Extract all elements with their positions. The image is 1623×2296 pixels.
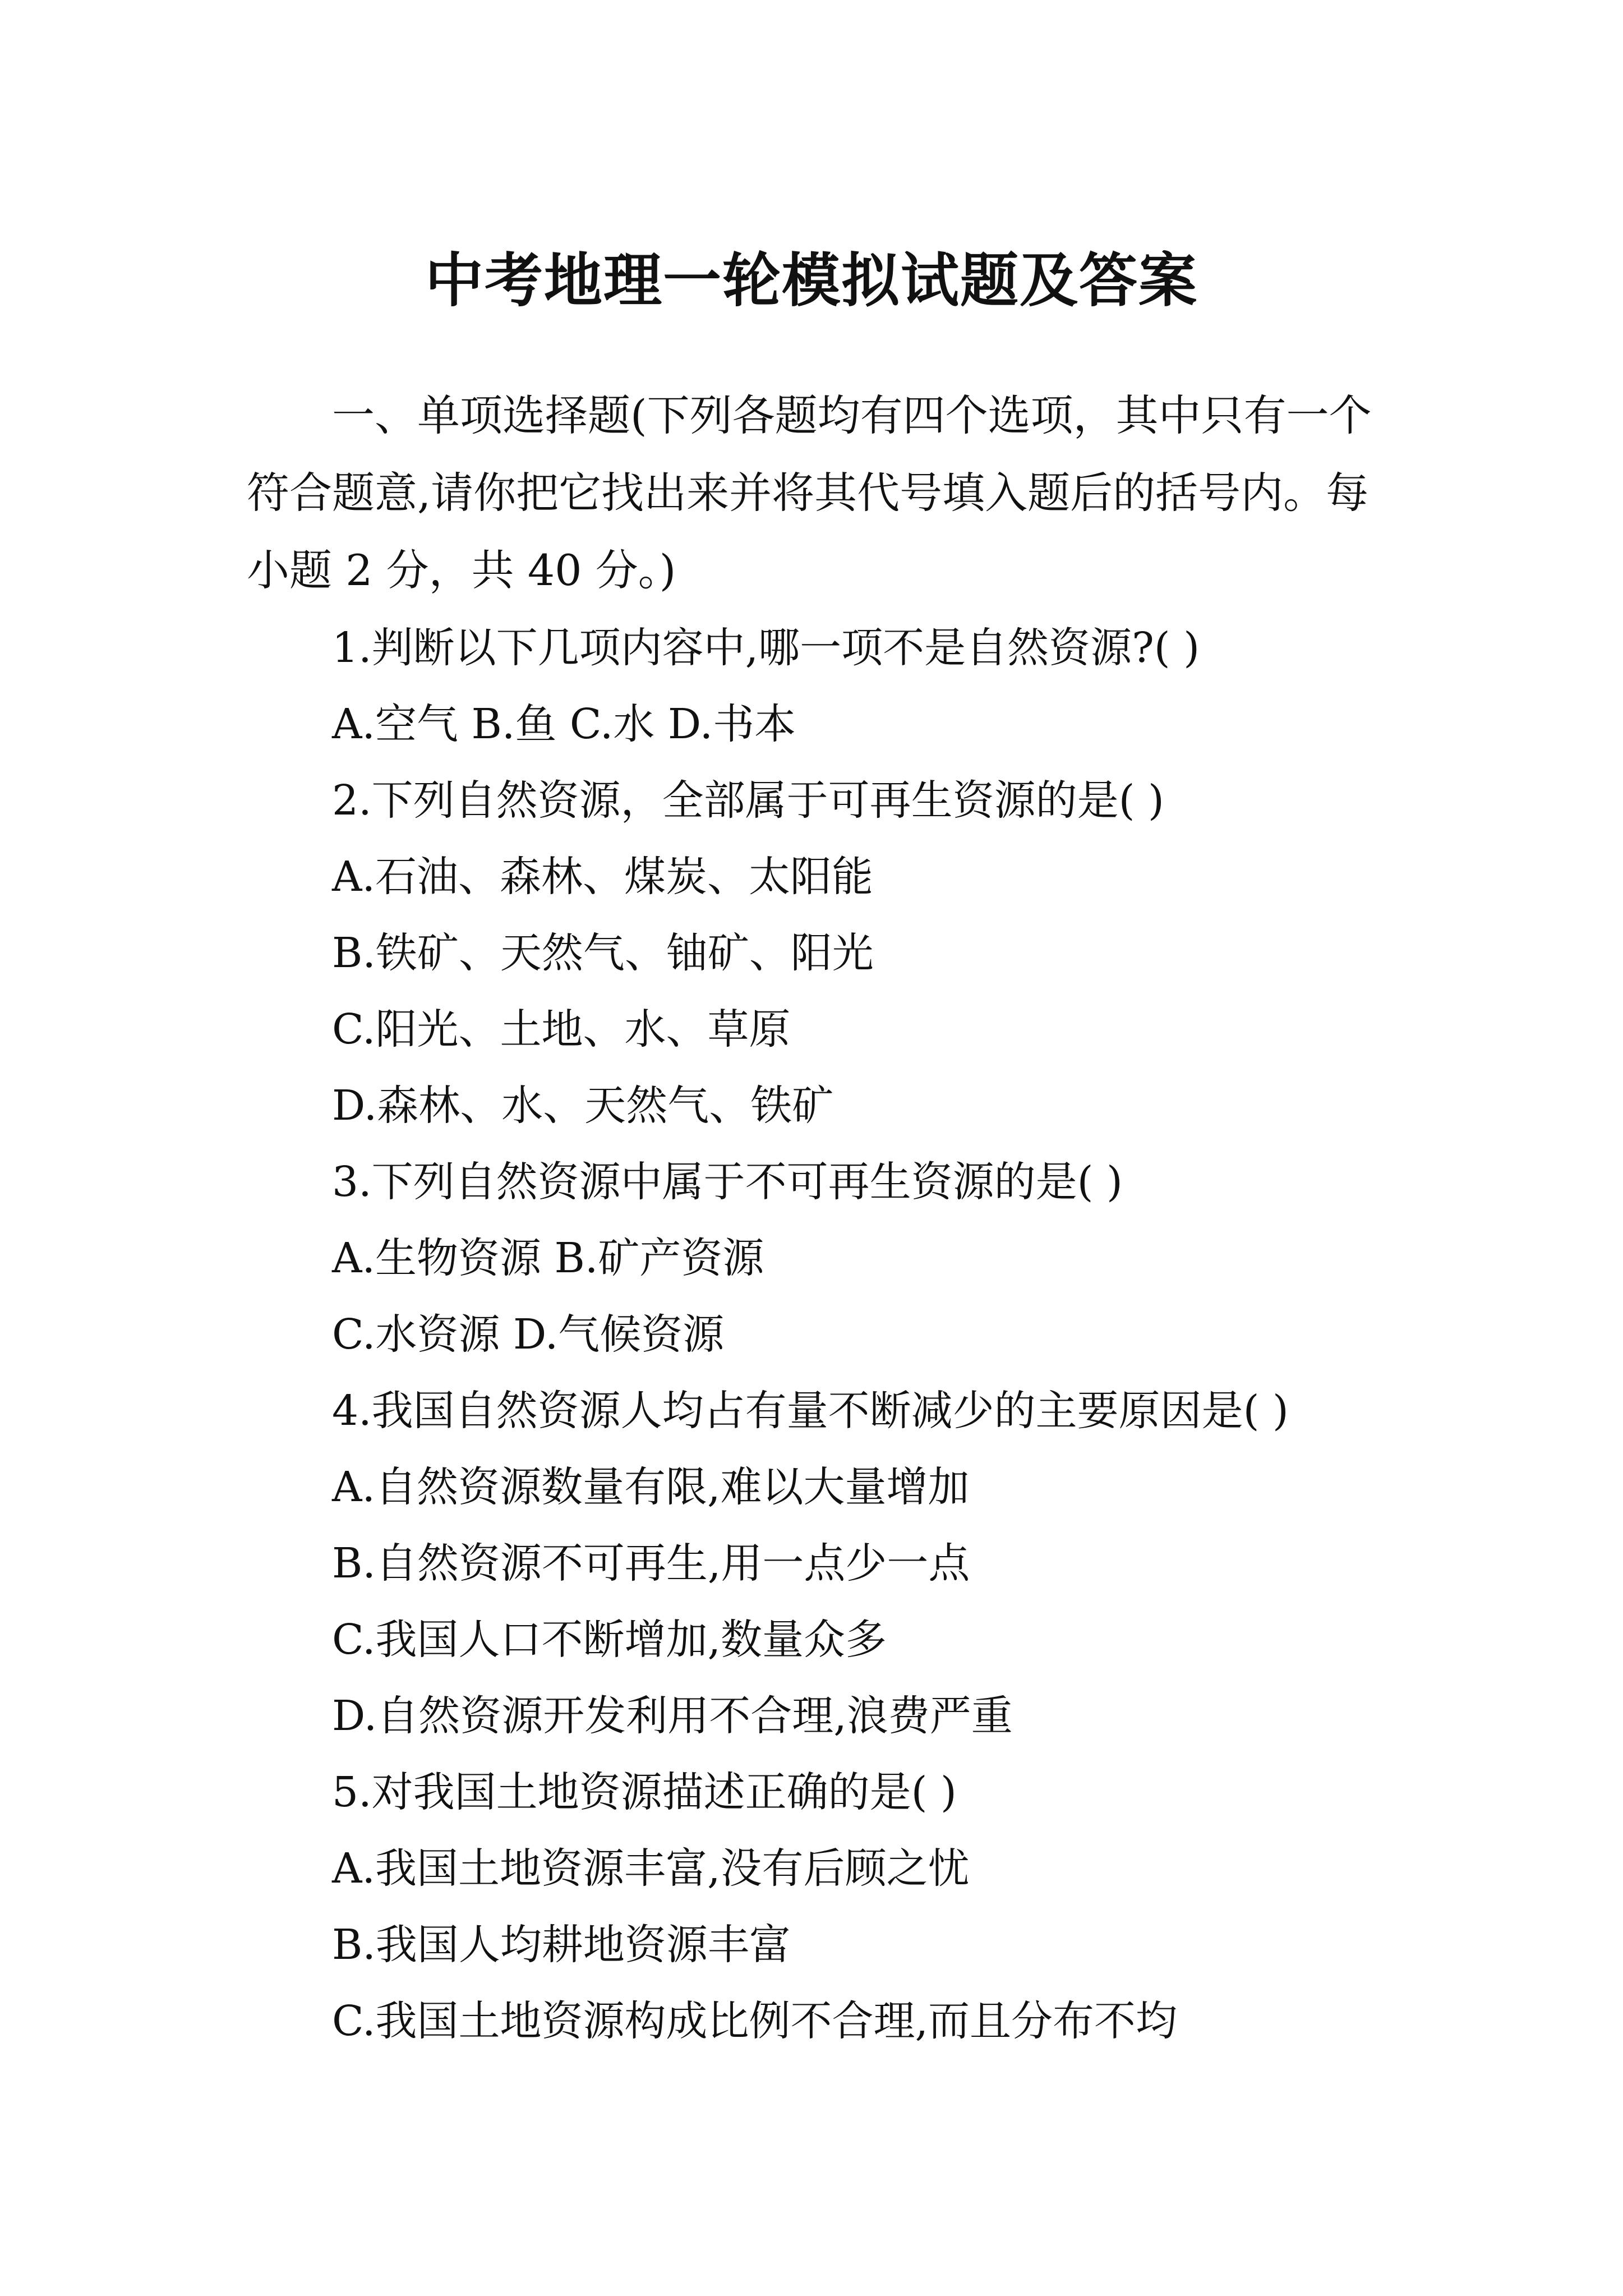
question-5-option-a: A.我国土地资源丰富,没有后顾之忧 (332, 1844, 970, 1893)
question-4-option-b: B.自然资源不可再生,用一点少一点 (332, 1539, 970, 1588)
question-3-options-cd: C.水资源 D.气候资源 (332, 1310, 725, 1359)
question-list (332, 610, 1398, 2059)
question-5-option-c: C.我国土地资源构成比例不合理,而且分布不均 (332, 1997, 1178, 2045)
question-2-option-b: B.铁矿、天然气、铀矿、阳光 (332, 929, 874, 977)
document-title: 中考地理一轮模拟试题及答案 (425, 245, 1198, 315)
question-4-option-a: A.自然资源数量有限,难以大量增加 (332, 1463, 970, 1511)
question-2-option-c: C.阳光、土地、水、草原 (332, 1005, 791, 1053)
question-4-stem: 4.我国自然资源人均占有量不断减少的主要原因是( ) (332, 1387, 1289, 1435)
question-3-stem: 3.下列自然资源中属于不可再生资源的是( ) (332, 1158, 1123, 1206)
question-2-stem: 2.下列自然资源，全部属于可再生资源的是( ) (332, 776, 1164, 825)
section-intro: 一、单项选择题(下列各题均有四个选项，其中只有一个符合题意,请你把它找出来并将其代号填入题后的括号内。每小题 2 分，共 40 分。) (247, 390, 1372, 595)
question-5-stem: 5.对我国土地资源描述正确的是( ) (332, 1768, 957, 1816)
question-4-option-c: C.我国人口不断增加,数量众多 (332, 1616, 887, 1664)
question-1-stem: 1.判断以下几项内容中,哪一项不是自然资源?( ) (332, 624, 1200, 672)
question-2-option-d: D.森林、水、天然气、铁矿 (332, 1082, 834, 1130)
question-3-options-ab: A.生物资源 B.矿产资源 (332, 1234, 764, 1282)
question-4-option-d: D.自然资源开发利用不合理,浪费严重 (332, 1692, 1013, 1740)
question-5-option-b: B.我国人均耕地资源丰富 (332, 1921, 791, 1969)
question-1-options: A.空气 B.鱼 C.水 D.书本 (332, 700, 796, 748)
question-2-option-a: A.石油、森林、煤炭、太阳能 (332, 853, 873, 901)
